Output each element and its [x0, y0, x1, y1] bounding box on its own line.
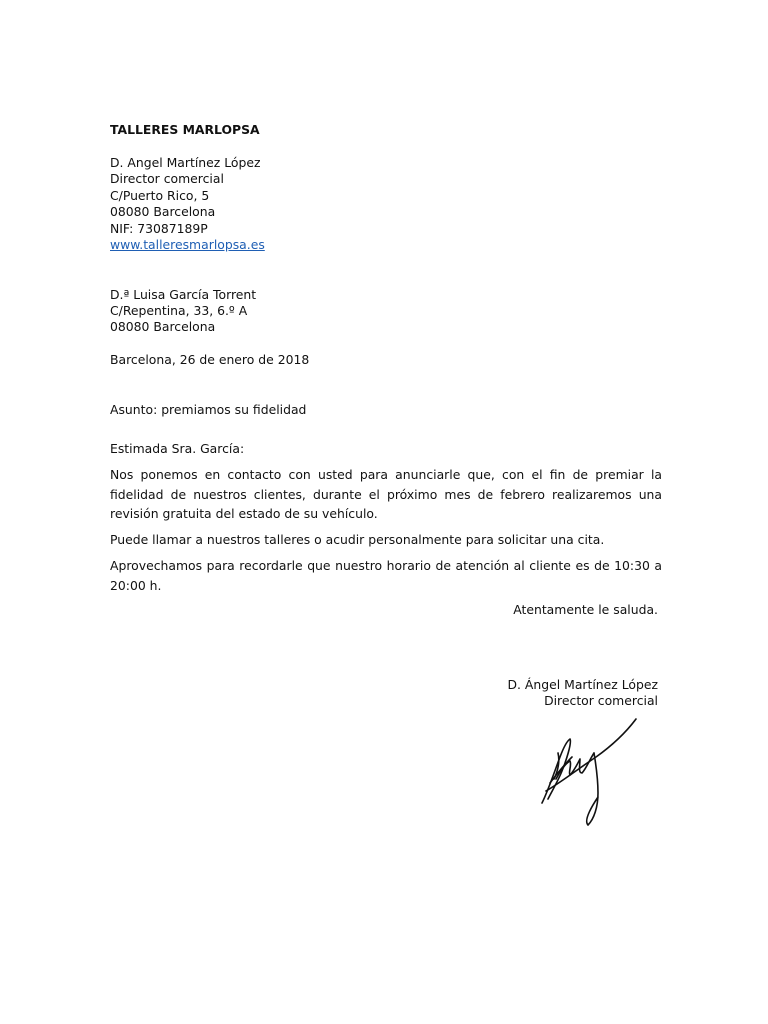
sender-role: Director comercial — [110, 171, 224, 186]
recipient-name: D.ª Luisa García Torrent — [110, 287, 257, 302]
sender-city: 08080 Barcelona — [110, 204, 216, 219]
letter-closing: Atentamente le saluda. — [513, 602, 658, 617]
recipient-street: C/Repentina, 33, 6.º A — [110, 303, 248, 318]
signoff-role: Director comercial — [544, 693, 658, 708]
letter-subject: Asunto: premiamos su fidelidad — [110, 402, 307, 417]
body-paragraph-3: Aprovechamos para recordarle que nuestro horario de atención al cliente es de 10:30 a 20:00 h. — [110, 558, 662, 593]
sender-nif: NIF: 73087189P — [110, 221, 208, 236]
letter-date: Barcelona, 26 de enero de 2018 — [110, 352, 310, 367]
handwritten-signature — [536, 713, 648, 831]
sender-street: C/Puerto Rico, 5 — [110, 188, 210, 203]
sender-name: D. Angel Martínez López — [110, 155, 261, 170]
body-paragraph-2: Puede llamar a nuestros talleres o acudir personalmente para solicitar una cita. — [110, 532, 605, 547]
letter-greeting: Estimada Sra. García: — [110, 441, 245, 456]
signoff-name: D. Ángel Martínez López — [507, 677, 658, 692]
sender-website-link[interactable]: www.talleresmarlopsa.es — [110, 237, 265, 252]
body-paragraph-1: Nos ponemos en contacto con usted para anunciarle que, con el fin de premiar la fidelidad de nuestros clientes, durante el próximo mes de febrero realizaremos una revisión gratuita del estado de su vehículo. — [110, 467, 662, 522]
recipient-city: 08080 Barcelona — [110, 319, 216, 334]
sender-company: TALLERES MARLOPSA — [110, 122, 260, 137]
